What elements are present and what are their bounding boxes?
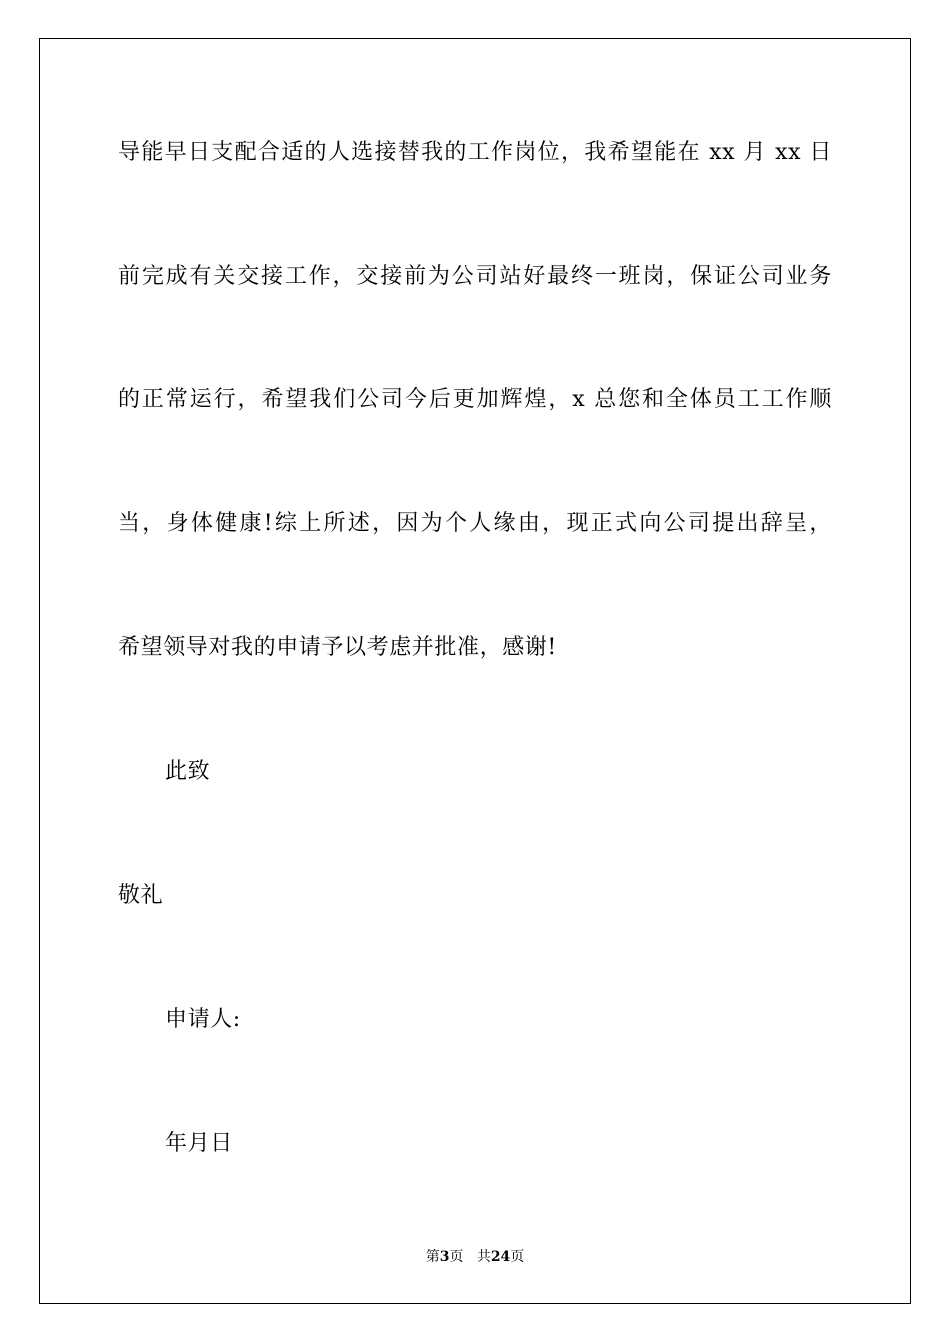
date-label: 年月日 <box>165 1131 233 1156</box>
applicant-label: 申请人: <box>165 1007 241 1032</box>
body-line-5: 希望领导对我的申请予以考虑并批准，感谢! <box>118 635 557 660</box>
body-line-2: 前完成有关交接工作，交接前为公司站好最终一班岗，保证公司业务 <box>118 264 832 289</box>
body-line-3: 的正常运行，希望我们公司今后更加辉煌，x 总您和全体员工工作顺 <box>118 387 832 412</box>
footer-page-prefix: 第 <box>425 1249 440 1265</box>
page-border <box>39 38 911 1304</box>
footer-total-pages: 24 <box>490 1249 511 1265</box>
footer-total-suffix: 页 <box>510 1249 525 1265</box>
footer-page-number: 3 <box>439 1249 450 1265</box>
footer-page-suffix: 页 <box>449 1249 464 1265</box>
closing-salutation: 此致 <box>165 759 211 784</box>
footer-total-prefix: 共 <box>476 1249 491 1265</box>
closing-regards: 敬礼 <box>118 883 164 908</box>
body-line-4: 当，身体健康!综上所述，因为个人缘由，现正式向公司提出辞呈， <box>118 511 832 536</box>
body-line-1: 导能早日支配合适的人选接替我的工作岗位，我希望能在 xx 月 xx 日 <box>118 140 832 165</box>
page-footer <box>0 1247 950 1267</box>
